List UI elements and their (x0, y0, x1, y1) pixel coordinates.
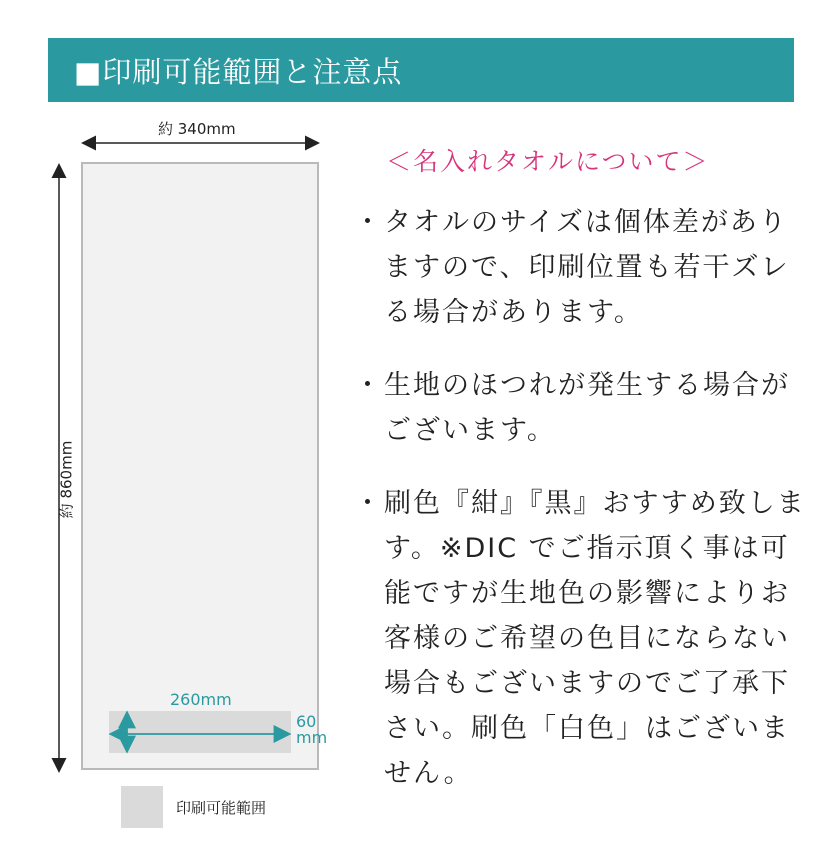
height-label: 約 860mm (57, 440, 76, 519)
section-title: ■印刷可能範囲と注意点 (74, 54, 403, 89)
bullet: ・ (354, 488, 383, 519)
bullet: ・ (354, 207, 383, 238)
note-item (350, 363, 810, 453)
legend-swatch (121, 786, 163, 828)
bullet: ・ (354, 370, 383, 401)
notes-heading: ＜名入れタオルについて＞ (386, 147, 710, 176)
note-item (350, 200, 810, 335)
note-text: タオルのサイズは個体差がありますので、印刷位置も若干ズレる場合があります。 (384, 207, 790, 328)
note-item (350, 481, 810, 796)
notes-list (350, 200, 810, 824)
width-label: 約 340mm (158, 120, 236, 138)
legend-label: 印刷可能範囲 (176, 799, 267, 817)
note-text: 生地のほつれが発生する場合がございます。 (384, 370, 790, 446)
print-height-label: 60 mm (296, 712, 328, 747)
print-width-label: 260mm (170, 690, 232, 709)
note-text: 刷色『紺』『黒』おすすめ致します。※DIC でご指示頂く事は可能ですが生地色の影響によりお客様のご希望の色目にならない場合もございますのでご了承下さい。刷色「白色」はございません。 (384, 488, 806, 789)
